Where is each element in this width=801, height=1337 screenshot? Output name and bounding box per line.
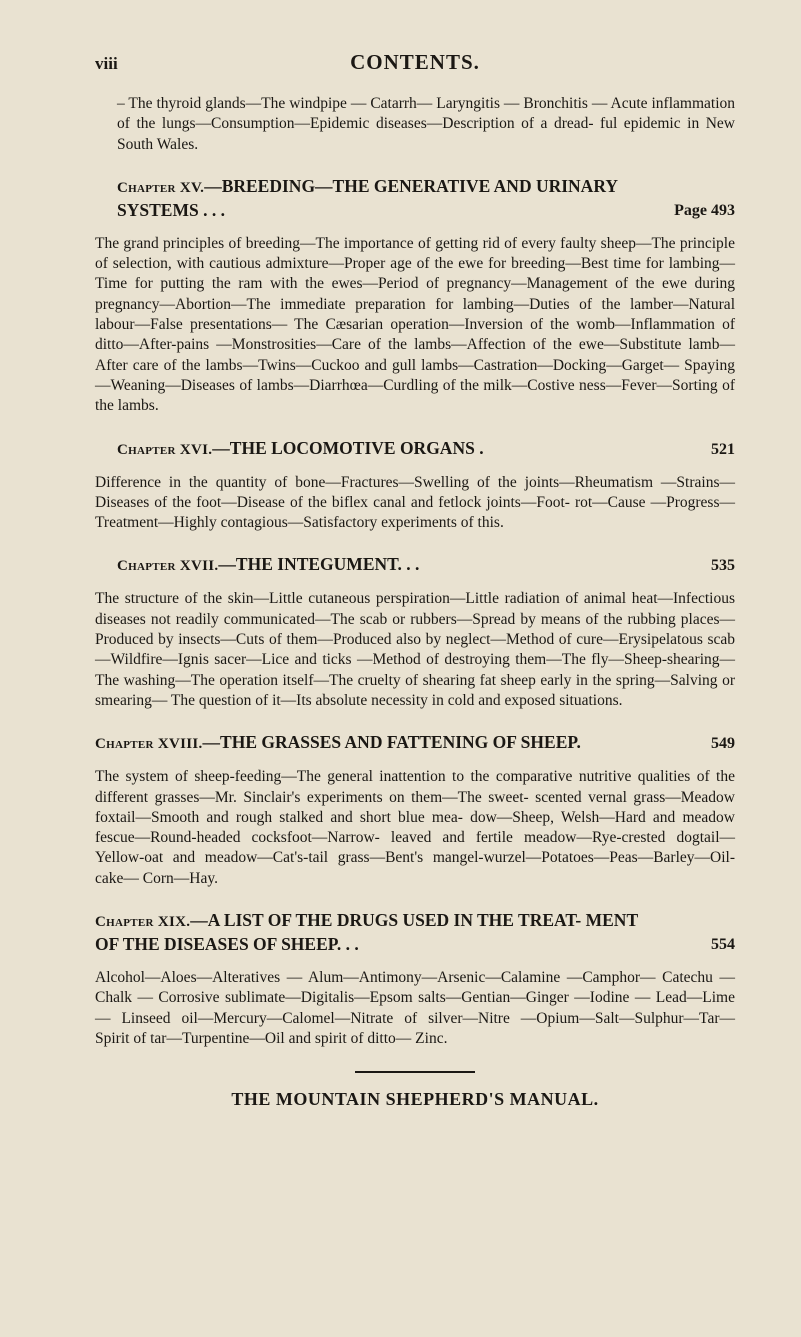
chapter-xvi [95,437,735,534]
chapter-page: 521 [711,440,735,458]
chapter-xvii [95,553,735,711]
chapter-title: —THE LOCOMOTIVE ORGANS . [212,437,484,458]
chapter-label: Chapter XV. [117,179,205,196]
chapter-summary: The system of sheep-feeding—The general inattention to the comparative nutritive qualities of the different grasses—Mr. Sinclair's experiments on them—The sweet- scented vernal grass—Meadow foxtail—Smooth and rough stalked and short blue mea- dow—Sheep, Welsh—Hard and meadow fescue—Round-headed cocksfoot—Narrow- leaved and fertile meadow—Rye-crested dogtail—Yellow-oat and meadow—Cat's-tail grass—Bent's mangel-wurzel—Potatoes—Peas—Barley—Oil-cake— Corn—Hay. [95,768,735,887]
page-number: viii [95,54,118,73]
chapter-label: Chapter XVIII. [95,736,203,753]
next-section-title: THE MOUNTAIN SHEPHERD'S MANUAL. [231,1089,599,1110]
continuation-text: – The thyroid glands—The windpipe — Catarrh— Laryngitis — Bronchitis — Acute inflammation of the lungs—Consumption—Epidemic diseases—Description of a dread- ful epidemic in New South Wales. [117,95,735,153]
chapter-heading [117,553,735,577]
chapter-xv [95,175,735,417]
chapter-label: Chapter XIX. [95,914,191,931]
chapter-title: —BREEDING—THE GENERATIVE AND URINARY SYSTEMS . . . [117,175,618,220]
running-head [95,50,735,80]
chapter-xviii [95,731,735,889]
chapter-label: Chapter XVI. [117,441,213,458]
chapter-heading [95,909,735,956]
contents-page [95,50,735,1110]
chapter-page: 535 [711,557,735,575]
chapter-xix [95,909,735,1049]
section-divider [355,1071,475,1073]
chapter-page: Page 493 [674,201,735,219]
chapter-heading [117,437,735,461]
chapter-summary: The grand principles of breeding—The importance of getting rid of every faulty sheep—The principle of selection, with cautious admixture—Proper age of the ewe for breeding—Best time for lambing—Time for putting the ram with the ewes—Period of pregnancy—Management of the ewe during pregnancy—Abortion—The immediate preparation for lambing—Duties of the lamber—Natural labour—False presentations— The Cæsarian operation—Inversion of the womb—Inflammation of ditto—After-pains —Monstrosities—Care of the lambs—Affection of the ewe—Substitute lamb—After care of the lambs—Twins—Cuckoo and gull lambs—Castration—Docking—Garget— Spaying—Weaning—Diseases of lambs—Diarrhœa—Curdling of the milk—Costive ness—Fever—Sorting of the lambs. [95,234,735,415]
chapter-title: —THE INTEGUMENT. . . [218,554,420,575]
chapter-summary: The structure of the skin—Little cutaneous perspiration—Little radiation of animal heat—Infectious diseases not readily communicated—The scab or rubbers—Spread by means of the rubbing places—Produced by insects—Cuts of them—Produced also by neglect—Method of cure—Erysipelatous scab—Wildfire—Ignis sacer—Lice and ticks —Method of destroying them—The fly—Sheep-shearing—The washing—The operation itself—The cruelty of shearing fat sheep early in the spring—Salving or smearing— The question of it—Its absolute necessity in cold and exposed situations. [95,590,735,709]
running-title: CONTENTS. [350,50,480,74]
chapter-page: 554 [711,936,735,954]
chapter-title: —THE GRASSES AND FATTENING OF SHEEP. [202,732,581,753]
chapter-heading [117,175,735,222]
chapter-title: —A LIST OF THE DRUGS USED IN THE TREAT- MENT OF THE DISEASES OF SHEEP. . . [95,910,638,955]
chapter-summary: Alcohol—Aloes—Alteratives — Alum—Antimony—Arsenic—Calamine —Camphor— Catechu — Chalk — Corrosive sublimate—Digitalis—Epsom salts—Gentian—Ginger —Iodine — Lead—Lime — Linseed oil—Mercury—Calomel—Nitrate of silver—Nitre —Opium—Salt—Sulphur—Tar— Spirit of tar—Turpentine—Oil and spirit of ditto— Zinc. [95,969,735,1047]
chapter-heading [95,731,735,755]
chapter-page: 549 [711,735,735,753]
chapter-label: Chapter XVII. [117,558,219,575]
chapter-summary: Difference in the quantity of bone—Fractures—Swelling of the joints—Rheumatism —Strains—Diseases of the foot—Disease of the biflex canal and fetlock joints—Foot- rot—Cause —Progress—Treatment—Highly contagious—Satisfactory experiments of this. [95,473,735,532]
